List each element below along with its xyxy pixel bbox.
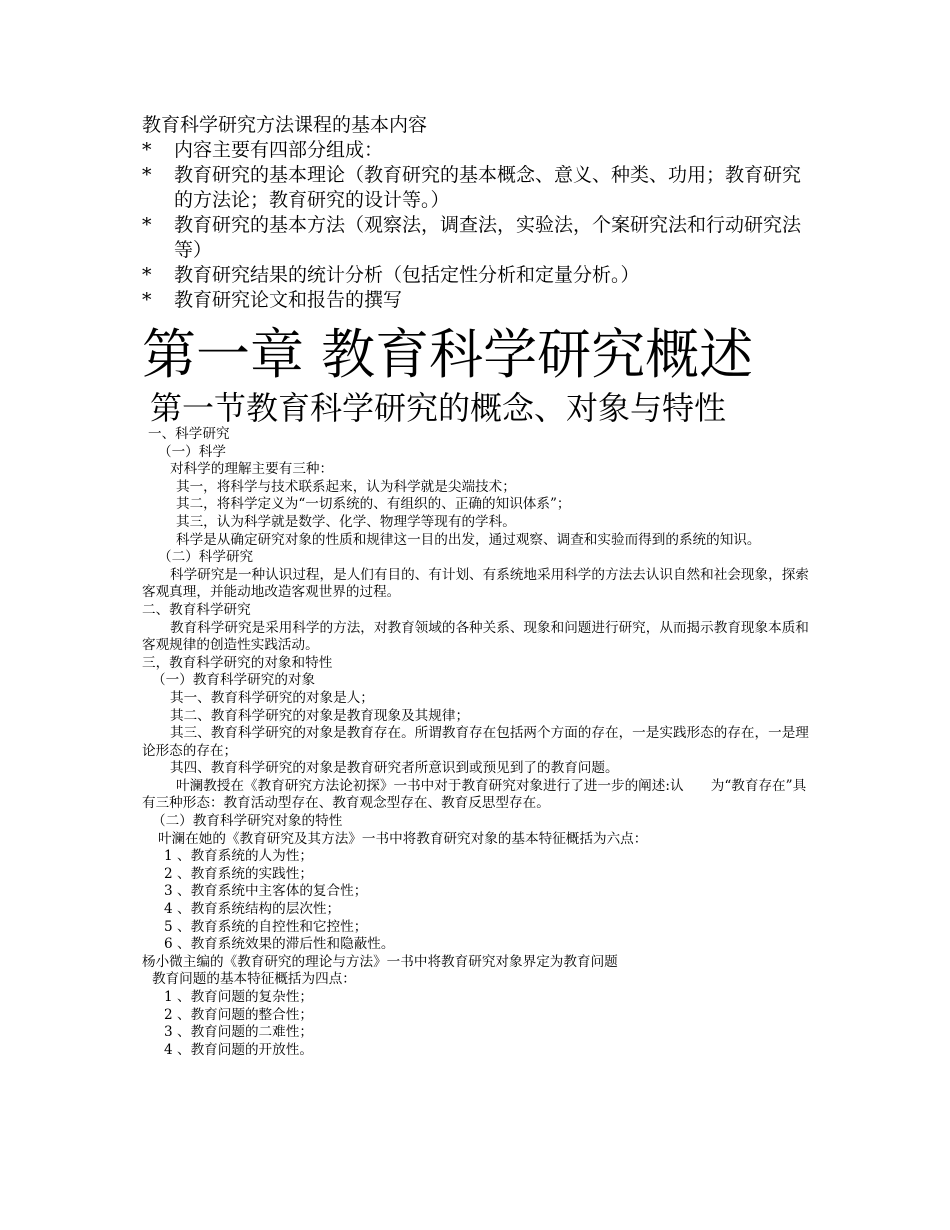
list-item: 3 、教育问题的二难性； (164, 1024, 313, 1041)
paragraph: 其一，将科学与技术联系起来，认为科学就是尖端技术； (176, 478, 516, 495)
bullet-item (142, 263, 817, 288)
bullet-mark: * (142, 214, 152, 236)
section-title: 第一节教育科学研究的概念、对象与特性 (150, 389, 727, 427)
course-content-summary (142, 113, 817, 313)
list-item: 1 、教育问题的复杂性； (164, 989, 313, 1005)
heading-science-research: 一、科学研究 (148, 426, 230, 442)
heading-research-object: 三，教育科学研究的对象和特性 (142, 654, 333, 671)
bullet-text: 教育研究的基本理论（教育研究的基本概念、意义、种类、功用；教育研究的方法论；教育研究的设计等。） (174, 164, 802, 211)
paragraph: 其四、教育科学研究的对象是教育研究者所意识到或预见到了的教育问题。 (170, 760, 619, 777)
bullet-mark: * (142, 289, 152, 311)
bullet-text: 教育研究论文和报告的撰写 (174, 289, 403, 311)
bullet-item (142, 288, 817, 313)
bullet-text: 教育研究结果的统计分析（包括定性分析和定量分析。） (174, 264, 640, 286)
list-item: 2 、教育问题的整合性； (164, 1006, 313, 1023)
subheading-object-traits: （二）教育科学研究对象的特性 (152, 813, 343, 830)
paragraph: 叶澜教授在《教育研究方法论初探》一书中对于教育研究对象进行了进一步的阐述:认 为“教育存在”具有三种形态：教育活动型存在、教育观念型存在、教育反思型存在。 (142, 777, 807, 812)
subheading-research-object: （一）教育科学研究的对象 (152, 672, 316, 689)
paragraph: 其二、教育科学研究的对象是教育现象及其规律； (170, 707, 470, 724)
bullet-item (142, 163, 817, 213)
paragraph: 其一、教育科学研究的对象是人； (170, 689, 374, 706)
paragraph: 其二，将科学定义为“一切系统的、有组织的、正确的知识体系”； (176, 496, 571, 513)
list-item: 1 、教育系统的人为性； (164, 848, 313, 865)
paragraph: 教育问题的基本特征概括为四点： (152, 971, 356, 988)
list-item: 4 、教育系统结构的层次性； (164, 901, 341, 918)
paragraph: 科学是从确定研究对象的性质和规律这一目的出发，通过观察、调查和实验而得到的系统的知识。 (176, 531, 761, 548)
bullet-mark: * (142, 164, 152, 186)
chapter-title: 第一章 教育科学研究概述 (142, 323, 754, 386)
subheading-science: （一）科学 (158, 443, 226, 460)
list-item: 2 、教育系统的实践性； (164, 865, 313, 882)
course-content-heading: 教育科学研究方法课程的基本内容 (142, 114, 428, 136)
bullet-text: 教育研究的基本方法（观察法，调查法，实验法，个案研究法和行动研究法等） (174, 214, 802, 261)
paragraph: 杨小微主编的《教育研究的理论与方法》一书中将教育研究对象界定为教育问题 (142, 953, 618, 970)
list-item: 6 、教育系统效果的滞后性和隐蔽性。 (164, 936, 395, 953)
heading-education-research: 二、教育科学研究 (142, 601, 251, 618)
document-body (142, 426, 818, 1059)
paragraph: 其三，认为科学就是数学、化学、物理学等现有的学科。 (176, 513, 516, 530)
paragraph: 对科学的理解主要有三种： (170, 461, 334, 478)
paragraph: 教育科学研究是采用科学的方法，对教育领域的各种关系、现象和问题进行研究，从而揭示教育现象本质和客观规律的创造性实践活动。 (142, 619, 809, 654)
list-item: 4 、教育问题的开放性。 (164, 1041, 313, 1058)
bullet-text: 内容主要有四部分组成： (174, 139, 384, 161)
bullet-item (142, 213, 817, 263)
paragraph: 科学研究是一种认识过程，是人们有目的、有计划、有系统地采用科学的方法去认识自然和社会现象，探索客观真理，并能动地改造客观世界的过程。 (142, 566, 809, 601)
subheading-science-research: （二）科学研究 (158, 549, 254, 566)
paragraph: 其三、教育科学研究的对象是教育存在。所谓教育存在包括两个方面的存在，一是实践形态的存在，一是理论形态的存在； (142, 725, 809, 759)
list-item: 5 、教育系统的自控性和它控性； (164, 918, 368, 935)
bullet-mark: * (142, 264, 152, 286)
list-item: 3 、教育系统中主客体的复合性； (164, 883, 368, 900)
paragraph: 叶澜在她的《教育研究及其方法》一书中将教育研究对象的基本特征概括为六点： (158, 830, 648, 847)
bullet-mark: * (142, 139, 152, 161)
bullet-item (142, 138, 817, 163)
